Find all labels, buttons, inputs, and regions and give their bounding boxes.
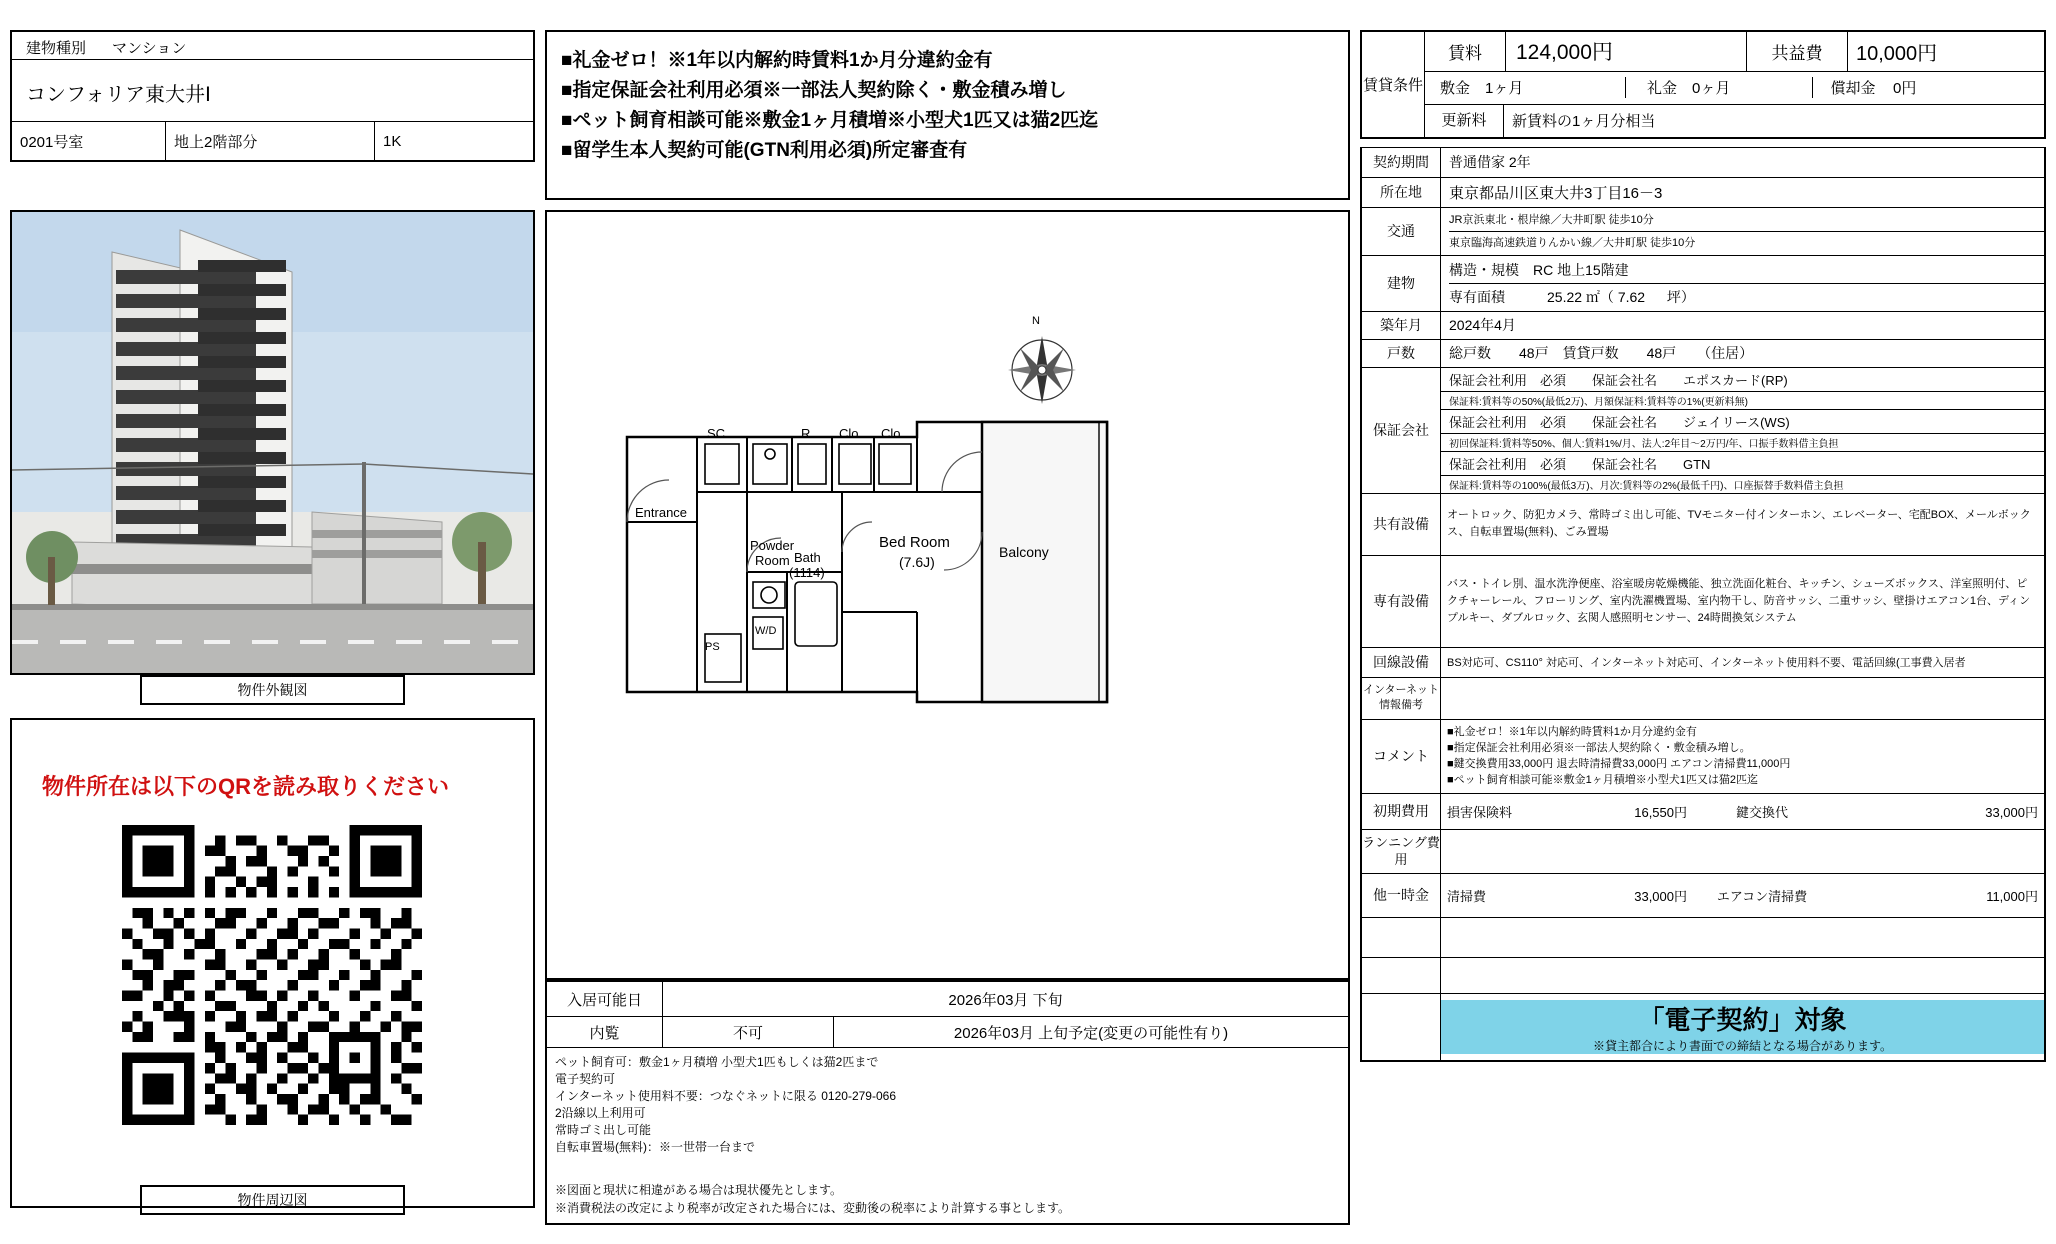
guarantee-0-main: 保証会社利用 必須 保証会社名 エポスカード(RP): [1441, 368, 2044, 392]
comment-label: コメント: [1361, 719, 1441, 793]
other-item-1-name: エアコン清掃費: [1716, 888, 1808, 904]
building-area: 専有面積 25.22 ㎡（ 7.62 坪）: [1449, 288, 1695, 305]
digital-contract-banner-title: 「電子契約」対象: [1638, 1004, 1847, 1035]
qr-caption-box: [140, 1185, 405, 1215]
footnote-1: ※消費税法の改定により税率が改定された場合には、変動後の税率により計算する事とします。: [555, 1201, 1071, 1215]
other-item-1-value: 11,000円: [1986, 888, 2038, 904]
room-label-clo2: Clo.: [881, 426, 905, 441]
room-label-bed: Bed Room: [879, 534, 950, 551]
units-label: 戸数: [1361, 339, 1441, 367]
initial-item-1-name: 鍵交換代: [1735, 804, 1788, 820]
blank-cell-2: [1441, 917, 2046, 957]
preview-value-1: 不可: [663, 1017, 834, 1047]
note-line-2: ■ペット飼育相談可能※敷金1ヶ月積増※小型犬1匹又は猫2匹迄: [561, 110, 1099, 131]
room-label-powder2: Room: [755, 553, 790, 568]
remark-4: 常時ゴミ出し可能: [555, 1123, 652, 1137]
contract-period-value: 普通借家 2年: [1441, 147, 2046, 177]
terms-label: 賃貸条件: [1361, 31, 1425, 138]
qr-map-box: [10, 718, 535, 1208]
common-facility-value: オートロック、防犯カメラ、常時ゴミ出し可能、TVモニター付インターホン、エレベーター、宅配BOX、メールボックス、自転車置場(無料)、ごみ置場: [1441, 493, 2046, 555]
common-facility-label: 共有設備: [1361, 493, 1441, 555]
remark-5: 自転車置場(無料)：※一世帯一台まで: [555, 1140, 755, 1154]
room-info-row: [10, 122, 535, 162]
room-label-bath2: (1114): [789, 565, 825, 580]
rent-label: 賃料: [1425, 31, 1506, 71]
building-type-value: マンション: [112, 40, 187, 57]
guarantee-1-main: 保証会社利用 必須 保証会社名 ジェイリース(WS): [1441, 410, 2044, 434]
transport-line-1: 東京臨海高速鉄道りんかい線／大井町駅 徒歩10分: [1449, 236, 1696, 249]
room-number: 0201号室: [12, 122, 166, 160]
room-label-clo1: Clo.: [839, 426, 863, 441]
internet-note-value: [1441, 677, 2046, 719]
line-facility-value: BS対応可、CS110° 対応可、インターネット対応可、インターネット使用料不要、電話回線(工事費入居者: [1441, 647, 2046, 677]
rent-value: 124,000円: [1506, 31, 1747, 71]
room-label-powder1: Powder: [750, 538, 795, 553]
reikin-label: 礼金: [1625, 77, 1692, 98]
room-label-bath1: Bath: [794, 550, 821, 565]
transport-line-0: JR京浜東北・根岸線／大井町駅 徒歩10分: [1449, 209, 2044, 232]
kyoekihi-value: 10,000円: [1848, 31, 2046, 71]
remark-3: 2沿線以上利用可: [555, 1106, 646, 1120]
koshin-value: 新賃料の1ヶ月分相当: [1512, 113, 1656, 130]
building-type-box: [10, 30, 535, 60]
preview-label: 内覧: [547, 1017, 663, 1047]
movein-remarks-box: [545, 980, 1350, 1225]
guarantee-0-sub: 保証料:賃料等の50%(最低2万)、月額保証料:賃料等の1%(更新料無): [1441, 392, 2044, 410]
qr-heading: 物件所在は以下のQRを読み取りください: [42, 774, 450, 799]
movein-value: 2026年03月 下旬: [948, 991, 1063, 1009]
remark-2: インターネット使用料不要：つなぐネットに限る 0120-279-066: [555, 1089, 896, 1103]
units-value: 総戸数 48戸 賃貸戸数 48戸 （住居）: [1441, 339, 2046, 367]
floor-plan-box: [545, 210, 1350, 980]
guarantee-1-sub: 初回保証料:賃料等50%、個人:賃料1%/月、法人:2年目～2万円/年、口振手数料借主負担: [1441, 434, 2044, 452]
shikikin-label: 敷金: [1439, 80, 1470, 97]
room-label-balcony: Balcony: [999, 544, 1049, 560]
shokyaku-value: 0円: [1893, 80, 1917, 97]
address-value: 東京都品川区東大井3丁目16－3: [1441, 177, 2046, 207]
room-layout: 1K: [383, 132, 402, 150]
guarantee-label: 保証会社: [1361, 367, 1441, 493]
comment-1: ■指定保証会社利用必須※一部法人契約除く・敷金積み増し。: [1447, 742, 1751, 754]
running-cost-value: [1441, 829, 2046, 873]
transport-label: 交通: [1361, 207, 1441, 255]
building-name-box: [10, 60, 535, 122]
movein-label: 入居可能日: [547, 982, 663, 1016]
other-cost-label: 他一時金: [1361, 873, 1441, 917]
private-facility-value: バス・トイレ別、温水洗浄便座、浴室暖房乾燥機能、独立洗面化粧台、キッチン、シューズボックス、洋室照明付、ピクチャーレール、フローリング、室内洗濯機置場、室内物干し、防音サッシ、二重サッシ、壁掛けエアコン1台、ディンプルキー、ダブルロック、玄関人感照明センサー、24時間換気システム: [1441, 555, 2046, 647]
svg-text:N: N: [1032, 315, 1040, 327]
room-label-wd: W/D: [755, 625, 777, 637]
note-line-0: ■礼金ゼロ！※1年以内解約時賃料1か月分違約金有: [561, 50, 993, 71]
line-facility-label: 回線設備: [1361, 647, 1441, 677]
address-label: 所在地: [1361, 177, 1441, 207]
comment-2: ■鍵交換費用33,000円 退去時清掃費33,000円 エアコン清掃費11,000円: [1447, 758, 1791, 770]
initial-item-1-value: 33,000円: [1985, 804, 2038, 820]
internet-note-label: インターネット情報備考: [1361, 677, 1441, 719]
building-structure: 構造・規模 RC 地上15階建: [1449, 257, 2044, 284]
koshin-label: 更新料: [1425, 105, 1504, 137]
note-line-1: ■指定保証会社利用必須※一部法人契約除く・敷金積み増し: [561, 80, 1067, 101]
shikikin-value: 1ヶ月: [1485, 80, 1524, 97]
highlight-notes-box: [545, 30, 1350, 200]
room-floor: 地上2階部分: [166, 122, 375, 160]
guarantee-2-main: 保証会社利用 必須 保証会社名 GTN: [1441, 452, 2044, 476]
digital-contract-banner-sub: ※貸主都合により書面での締結となる場合があります。: [1592, 1038, 1893, 1053]
other-item-0-name: 清掃費: [1447, 888, 1487, 904]
running-cost-label: ランニング費用: [1361, 829, 1441, 873]
blank-cell-3: [1361, 957, 1441, 993]
building-label: 建物: [1361, 255, 1441, 311]
private-facility-label: 専有設備: [1361, 555, 1441, 647]
banner-spacer: [1361, 993, 1441, 1061]
kyoekihi-label: 共益費: [1747, 31, 1848, 71]
building-exterior-photo: [10, 210, 535, 675]
comment-3: ■ペット飼育相談可能※敷金1ヶ月積増※小型犬1匹又は猫2匹迄: [1447, 774, 1758, 786]
comment-0: ■礼金ゼロ！※1年以内解約時賃料1か月分違約金有: [1447, 726, 1697, 738]
guarantee-2-sub: 保証料:賃料等の100%(最低3万)、月次:賃料等の2%(最低千円)、口座振替手数料借主負担: [1449, 480, 1844, 492]
contract-period-label: 契約期間: [1361, 147, 1441, 177]
photo-caption: 物件外観図: [237, 682, 308, 698]
room-label-r: R: [801, 426, 811, 441]
qr-code[interactable]: [122, 825, 422, 1125]
room-label-sc: SC: [707, 426, 726, 441]
note-line-3: ■留学生本人契約可能(GTN利用必須)所定審査有: [561, 140, 968, 161]
initial-item-0-name: 損害保険料: [1447, 804, 1513, 820]
floor-plan-drawing: [587, 402, 1247, 762]
built-value: 2024年4月: [1441, 311, 2046, 339]
initial-cost-label: 初期費用: [1361, 793, 1441, 829]
remark-1: 電子契約可: [555, 1072, 616, 1086]
building-type-label: 建物種別: [26, 40, 87, 57]
qr-caption: 物件周辺図: [237, 1192, 308, 1208]
room-label-bed-size: (7.6J): [899, 554, 935, 570]
room-label-entrance: Entrance: [635, 505, 688, 520]
shokyaku-label: 償却金: [1812, 77, 1893, 98]
built-label: 築年月: [1361, 311, 1441, 339]
blank-cell-1: [1361, 917, 1441, 957]
preview-value-2: 2026年03月 上旬予定(変更の可能性有り): [953, 1024, 1229, 1042]
building-name: コンフォリア東大井Ⅰ: [26, 84, 211, 106]
other-item-0-value: 33,000円: [1634, 888, 1687, 904]
details-panel: [1360, 30, 2046, 1225]
initial-item-0-value: 16,550円: [1634, 804, 1687, 820]
photo-caption-box: [140, 675, 405, 705]
blank-cell-4: [1441, 957, 2046, 993]
reikin-value: 0ヶ月: [1692, 80, 1731, 97]
footnote-0: ※図面と現状に相違がある場合は現状優先とします。: [555, 1183, 843, 1197]
room-label-ps: PS: [705, 641, 720, 653]
remark-0: ペット飼育可：敷金1ヶ月積増 小型犬1匹もしくは猫2匹まで: [555, 1055, 879, 1069]
